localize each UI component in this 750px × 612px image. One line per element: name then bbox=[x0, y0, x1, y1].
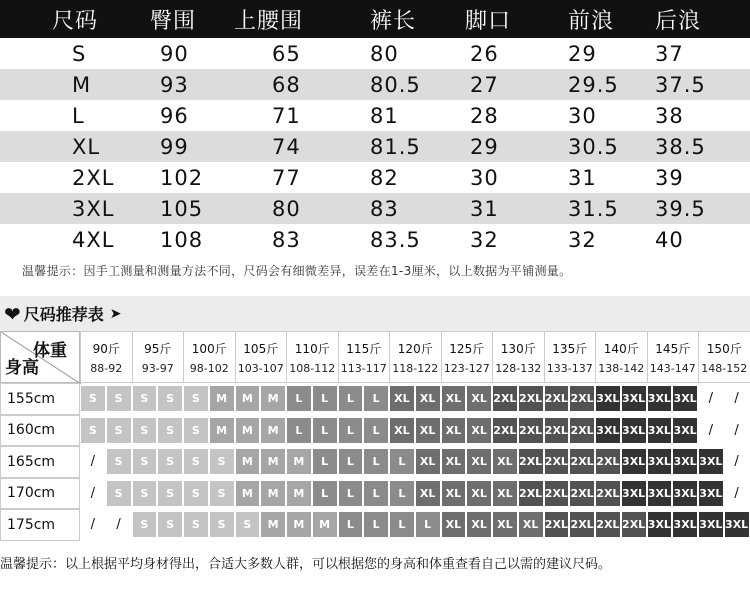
size-recommendation-cell: M bbox=[261, 386, 285, 411]
size-table-cell: 29 bbox=[470, 134, 499, 159]
size-table-cell: 4XL bbox=[72, 227, 115, 252]
size-recommendation-cell: / bbox=[725, 386, 749, 411]
size-recommendation-cell: 3XL bbox=[596, 386, 620, 411]
size-table-cell: 32 bbox=[568, 227, 597, 252]
size-recommendation-cell: S bbox=[107, 418, 131, 443]
size-recommendation-cell: XL bbox=[442, 449, 466, 474]
height-row-label: 175cm bbox=[0, 509, 80, 541]
weight-value: 115斤 bbox=[346, 342, 382, 356]
size-table-header-cell: 前浪 bbox=[568, 8, 615, 34]
size-recommendation-cell: 3XL bbox=[648, 512, 672, 537]
size-recommendation-cell: / bbox=[725, 418, 749, 443]
size-table-header bbox=[0, 0, 750, 38]
size-recommendation-cell: L bbox=[364, 512, 388, 537]
size-recommendation-cell: L bbox=[390, 512, 414, 537]
weight-range: 108-112 bbox=[289, 362, 336, 375]
size-recommendation-cell: L bbox=[313, 386, 337, 411]
size-table-cell: 90 bbox=[160, 41, 189, 66]
weight-range: 113-117 bbox=[340, 362, 387, 375]
weight-value: 120斤 bbox=[397, 342, 433, 356]
size-table-header-cell: 裤长 bbox=[370, 8, 417, 34]
size-table-cell: 81 bbox=[370, 103, 399, 128]
size-table-cell: 93 bbox=[160, 72, 189, 97]
size-recommendation-cell: L bbox=[364, 449, 388, 474]
size-table-cell: 30 bbox=[568, 103, 597, 128]
weight-value: 90斤 bbox=[92, 342, 120, 356]
size-recommendation-cell: XL bbox=[442, 481, 466, 506]
size-recommendation-cell: 3XL bbox=[596, 418, 620, 443]
weight-column-header bbox=[698, 331, 750, 383]
size-recommendation-cell: 2XL bbox=[570, 418, 594, 443]
size-recommendation-cell: XL bbox=[442, 418, 466, 443]
size-recommendation-cell: 3XL bbox=[673, 512, 697, 537]
size-recommendation-cell: 2XL bbox=[596, 449, 620, 474]
size-table-cell: 108 bbox=[160, 227, 204, 252]
weight-range: 118-122 bbox=[392, 362, 439, 375]
size-recommendation-cell: XL bbox=[390, 386, 414, 411]
size-table-cell: 77 bbox=[272, 165, 301, 190]
size-recommendation-cell: 3XL bbox=[699, 512, 723, 537]
weight-value: 135斤 bbox=[552, 342, 588, 356]
size-recommendation-cell: XL bbox=[493, 512, 517, 537]
recommendation-header bbox=[0, 296, 750, 331]
size-recommendation-cell: 2XL bbox=[545, 418, 569, 443]
size-recommendation-cell: 3XL bbox=[648, 386, 672, 411]
weight-column-header bbox=[80, 331, 133, 383]
size-recommendation-cell: L bbox=[339, 512, 363, 537]
weight-range: 143-147 bbox=[649, 362, 696, 375]
heart-icon: ❤ bbox=[4, 301, 21, 326]
size-recommendation-cell: XL bbox=[416, 386, 440, 411]
size-table-header-cell: 脚口 bbox=[465, 8, 512, 34]
size-recommendation-cell: S bbox=[210, 512, 234, 537]
size-recommendation-cell: 2XL bbox=[570, 512, 594, 537]
size-table-cell: 105 bbox=[160, 196, 204, 221]
size-table-cell: 39.5 bbox=[655, 196, 706, 221]
grid-corner bbox=[0, 331, 80, 383]
size-table-cell: 82 bbox=[370, 165, 399, 190]
size-recommendation-cell: XL bbox=[493, 449, 517, 474]
size-recommendation-cell: / bbox=[81, 449, 105, 474]
size-recommendation-cell: / bbox=[699, 418, 723, 443]
size-table-cell: 83 bbox=[272, 227, 301, 252]
size-table-cell: 28 bbox=[470, 103, 499, 128]
size-recommendation-cell: 2XL bbox=[596, 512, 620, 537]
weight-column-header bbox=[544, 331, 597, 383]
size-table-header-cell: 尺码 bbox=[52, 8, 99, 34]
size-recommendation-cell: S bbox=[184, 481, 208, 506]
size-recommendation-cell: S bbox=[107, 481, 131, 506]
size-table-header-cell: 后浪 bbox=[655, 8, 702, 34]
size-recommendation-cell: XL bbox=[467, 512, 491, 537]
size-recommendation-cell: 3XL bbox=[622, 386, 646, 411]
recommendation-title: 尺码推荐表 bbox=[23, 305, 104, 324]
size-recommendation-cell: 3XL bbox=[673, 418, 697, 443]
weight-value: 125斤 bbox=[449, 342, 485, 356]
size-table-cell: 39 bbox=[655, 165, 684, 190]
weight-column-header bbox=[389, 331, 442, 383]
size-recommendation-cell: M bbox=[210, 386, 234, 411]
size-recommendation-cell: S bbox=[184, 418, 208, 443]
size-table-cell: 29 bbox=[568, 41, 597, 66]
size-table-cell: 26 bbox=[470, 41, 499, 66]
size-recommendation-cell: 3XL bbox=[622, 418, 646, 443]
size-recommendation-cell: S bbox=[158, 386, 182, 411]
height-row-label: 170cm bbox=[0, 478, 80, 510]
size-recommendation-cell: S bbox=[133, 481, 157, 506]
size-recommendation-cell: / bbox=[699, 386, 723, 411]
size-recommendation-cell: / bbox=[725, 481, 749, 506]
size-recommendation-cell: S bbox=[158, 481, 182, 506]
size-recommendation-cell: XL bbox=[467, 449, 491, 474]
size-recommendation-cell: 2XL bbox=[545, 481, 569, 506]
size-table-cell: 40 bbox=[655, 227, 684, 252]
size-recommendation-cell: 3XL bbox=[725, 512, 749, 537]
size-recommendation-cell: M bbox=[236, 449, 260, 474]
weight-column-header bbox=[647, 331, 700, 383]
weight-range: 88-92 bbox=[90, 362, 123, 375]
size-table-row bbox=[0, 69, 750, 100]
size-recommendation-cell: M bbox=[261, 449, 285, 474]
size-recommendation-cell: M bbox=[261, 481, 285, 506]
size-table-cell: 81.5 bbox=[370, 134, 421, 159]
weight-value: 95斤 bbox=[144, 342, 172, 356]
size-recommendation-cell: S bbox=[184, 386, 208, 411]
size-recommendation-cell: L bbox=[313, 418, 337, 443]
weight-value: 130斤 bbox=[500, 342, 536, 356]
size-recommendation-cell: S bbox=[133, 386, 157, 411]
size-recommendation-cell: 2XL bbox=[545, 449, 569, 474]
size-recommendation-cell: S bbox=[158, 418, 182, 443]
corner-height-label: 身高 bbox=[5, 358, 39, 378]
size-table-cell: 80 bbox=[272, 196, 301, 221]
recommendation-grid bbox=[0, 331, 750, 543]
weight-value: 105斤 bbox=[243, 342, 279, 356]
size-recommendation-cell: 2XL bbox=[519, 449, 543, 474]
size-recommendation-cell: 3XL bbox=[648, 481, 672, 506]
size-recommendation-cell: L bbox=[339, 449, 363, 474]
size-table-row bbox=[0, 224, 750, 255]
size-recommendation-cell: XL bbox=[467, 386, 491, 411]
size-recommendation-cell: L bbox=[364, 386, 388, 411]
weight-range: 128-132 bbox=[495, 362, 542, 375]
size-recommendation-cell: XL bbox=[416, 449, 440, 474]
size-table-cell: 80.5 bbox=[370, 72, 421, 97]
weight-column-header bbox=[183, 331, 236, 383]
size-recommendation-cell: S bbox=[184, 449, 208, 474]
size-recommendation-cell: 2XL bbox=[545, 386, 569, 411]
size-table-cell: 29.5 bbox=[568, 72, 619, 97]
weight-value: 140斤 bbox=[603, 342, 639, 356]
weight-value: 100斤 bbox=[191, 342, 227, 356]
size-table-cell: 37 bbox=[655, 41, 684, 66]
size-recommendation-cell: 3XL bbox=[673, 449, 697, 474]
size-recommendation-cell: L bbox=[390, 449, 414, 474]
size-recommendation-cell: M bbox=[287, 512, 311, 537]
size-table-cell: 3XL bbox=[72, 196, 115, 221]
size-table-cell: 30.5 bbox=[568, 134, 619, 159]
weight-column-header bbox=[595, 331, 648, 383]
size-recommendation-cell: 2XL bbox=[493, 386, 517, 411]
size-recommendation-cell: 2XL bbox=[570, 481, 594, 506]
size-recommendation-cell: S bbox=[107, 449, 131, 474]
size-recommendation-cell: XL bbox=[493, 481, 517, 506]
size-recommendation-cell: S bbox=[158, 449, 182, 474]
size-table-cell: 68 bbox=[272, 72, 301, 97]
weight-range: 103-107 bbox=[237, 362, 284, 375]
size-table-cell: 2XL bbox=[72, 165, 115, 190]
size-recommendation-cell: L bbox=[313, 449, 337, 474]
size-table-cell: 99 bbox=[160, 134, 189, 159]
weight-column-header bbox=[441, 331, 494, 383]
size-note: 温馨提示：因手工测量和测量方法不同，尺码会有细微差异，误差在1-3厘米，以上数据为平铺测量。 bbox=[22, 264, 572, 278]
size-recommendation-cell: 2XL bbox=[519, 481, 543, 506]
size-table-cell: L bbox=[72, 103, 85, 128]
size-table-row bbox=[0, 131, 750, 162]
size-recommendation-cell: / bbox=[81, 481, 105, 506]
size-table-cell: 37.5 bbox=[655, 72, 706, 97]
weight-range: 93-97 bbox=[141, 362, 174, 375]
size-table-row bbox=[0, 193, 750, 224]
size-table-cell: 83.5 bbox=[370, 227, 421, 252]
size-table-header-cell: 臀围 bbox=[150, 8, 197, 34]
size-recommendation-cell: / bbox=[81, 512, 105, 537]
size-table-cell: M bbox=[72, 72, 92, 97]
size-table-cell: 96 bbox=[160, 103, 189, 128]
size-recommendation-cell: XL bbox=[416, 418, 440, 443]
weight-range: 98-102 bbox=[189, 362, 229, 375]
size-table-row bbox=[0, 38, 750, 69]
size-recommendation-cell: L bbox=[416, 512, 440, 537]
weight-range: 148-152 bbox=[701, 362, 748, 375]
size-table-cell: 71 bbox=[272, 103, 301, 128]
size-recommendation-cell: / bbox=[725, 449, 749, 474]
size-recommendation-cell: 3XL bbox=[673, 386, 697, 411]
height-row-label: 165cm bbox=[0, 446, 80, 478]
size-table-cell: 30 bbox=[470, 165, 499, 190]
size-recommendation-cell: S bbox=[133, 449, 157, 474]
weight-column-header bbox=[132, 331, 185, 383]
size-recommendation-cell: XL bbox=[467, 481, 491, 506]
size-recommendation-cell: XL bbox=[467, 418, 491, 443]
size-recommendation-cell: M bbox=[313, 512, 337, 537]
size-table-row bbox=[0, 162, 750, 193]
weight-value: 110斤 bbox=[294, 342, 330, 356]
size-recommendation-cell: 2XL bbox=[570, 449, 594, 474]
size-recommendation-cell: M bbox=[287, 481, 311, 506]
arrow-right-icon: ➤ bbox=[109, 305, 122, 322]
size-recommendation-cell: L bbox=[339, 386, 363, 411]
size-table-cell: 102 bbox=[160, 165, 204, 190]
size-recommendation-cell: M bbox=[236, 418, 260, 443]
size-recommendation-cell: S bbox=[210, 481, 234, 506]
size-table-cell: XL bbox=[72, 134, 101, 159]
size-recommendation-cell: / bbox=[107, 512, 131, 537]
size-recommendation-cell: S bbox=[158, 512, 182, 537]
size-recommendation-cell: XL bbox=[442, 386, 466, 411]
size-recommendation-cell: M bbox=[236, 481, 260, 506]
size-recommendation-cell: 2XL bbox=[545, 512, 569, 537]
size-table-cell: 74 bbox=[272, 134, 301, 159]
weight-column-header bbox=[286, 331, 339, 383]
size-recommendation-cell: 2XL bbox=[570, 386, 594, 411]
size-table-cell: 38.5 bbox=[655, 134, 706, 159]
size-recommendation-cell: S bbox=[107, 386, 131, 411]
weight-range: 138-142 bbox=[598, 362, 645, 375]
size-recommendation-cell: L bbox=[287, 386, 311, 411]
size-recommendation-cell: 3XL bbox=[622, 449, 646, 474]
weight-value: 150斤 bbox=[706, 342, 742, 356]
size-recommendation-cell: S bbox=[236, 512, 260, 537]
size-recommendation-cell: S bbox=[133, 512, 157, 537]
size-recommendation-cell: S bbox=[210, 449, 234, 474]
size-recommendation-cell: 3XL bbox=[673, 481, 697, 506]
size-table-cell: 32 bbox=[470, 227, 499, 252]
size-recommendation-cell: M bbox=[287, 449, 311, 474]
size-recommendation-cell: XL bbox=[390, 418, 414, 443]
size-recommendation-cell: XL bbox=[519, 512, 543, 537]
size-recommendation-cell: 2XL bbox=[519, 418, 543, 443]
height-row-label: 155cm bbox=[0, 383, 80, 415]
size-recommendation-cell: M bbox=[210, 418, 234, 443]
size-recommendation-cell: 3XL bbox=[699, 449, 723, 474]
weight-value: 145斤 bbox=[655, 342, 691, 356]
weight-range: 133-137 bbox=[546, 362, 593, 375]
size-recommendation-cell: L bbox=[339, 418, 363, 443]
size-recommendation-cell: L bbox=[364, 481, 388, 506]
size-recommendation-cell: XL bbox=[442, 512, 466, 537]
size-recommendation-cell: L bbox=[339, 481, 363, 506]
size-recommendation-cell: M bbox=[236, 386, 260, 411]
size-recommendation-cell: S bbox=[184, 512, 208, 537]
size-recommendation-cell: S bbox=[133, 418, 157, 443]
corner-weight-label: 体重 bbox=[33, 341, 67, 361]
size-recommendation-cell: 3XL bbox=[699, 481, 723, 506]
size-recommendation-cell: L bbox=[390, 481, 414, 506]
height-row-label: 160cm bbox=[0, 415, 80, 447]
weight-column-header bbox=[492, 331, 545, 383]
weight-range: 123-127 bbox=[443, 362, 490, 375]
size-recommendation-cell: 3XL bbox=[622, 481, 646, 506]
size-recommendation-cell: S bbox=[81, 386, 105, 411]
size-recommendation-cell: 2XL bbox=[622, 512, 646, 537]
size-table-cell: 31 bbox=[470, 196, 499, 221]
size-recommendation-cell: M bbox=[261, 418, 285, 443]
size-table-cell: 38 bbox=[655, 103, 684, 128]
size-recommendation-cell: 2XL bbox=[596, 481, 620, 506]
size-table-cell: 83 bbox=[370, 196, 399, 221]
size-table-cell: S bbox=[72, 41, 87, 66]
size-recommendation-cell: L bbox=[313, 481, 337, 506]
size-table-cell: 31.5 bbox=[568, 196, 619, 221]
size-table-cell: 27 bbox=[470, 72, 499, 97]
size-recommendation-cell: 3XL bbox=[648, 449, 672, 474]
size-recommendation-cell: L bbox=[287, 418, 311, 443]
size-table-cell: 80 bbox=[370, 41, 399, 66]
size-recommendation-cell: L bbox=[364, 418, 388, 443]
size-table-cell: 31 bbox=[568, 165, 597, 190]
weight-column-header bbox=[235, 331, 288, 383]
weight-column-header bbox=[338, 331, 391, 383]
size-recommendation-cell: 3XL bbox=[648, 418, 672, 443]
size-table-cell: 65 bbox=[272, 41, 301, 66]
size-recommendation-cell: XL bbox=[416, 481, 440, 506]
recommendation-note: 温馨提示：以上根据平均身材得出，合适大多数人群，可以根据您的身高和体重查看自己以需的建议尺码。 bbox=[0, 557, 612, 572]
size-recommendation-cell: 2XL bbox=[519, 386, 543, 411]
size-recommendation-cell: 2XL bbox=[493, 418, 517, 443]
size-table-row bbox=[0, 100, 750, 131]
size-recommendation-cell: S bbox=[81, 418, 105, 443]
size-table-header-cell: 上腰围 bbox=[234, 8, 304, 34]
size-recommendation-cell: M bbox=[261, 512, 285, 537]
